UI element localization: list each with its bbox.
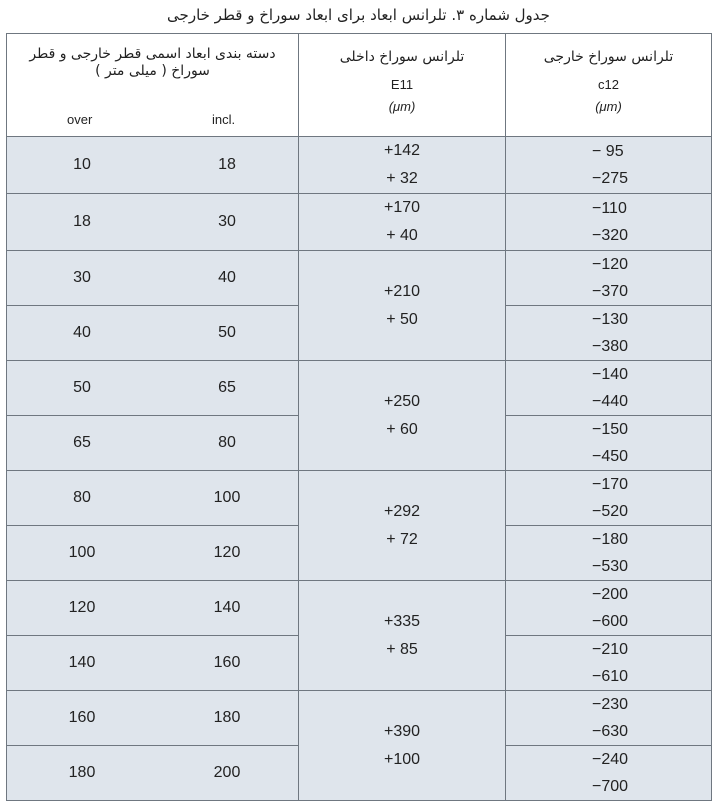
incl-value: 40: [218, 269, 236, 286]
e11-lower: + 50: [386, 310, 418, 328]
table-row: [7, 137, 712, 194]
e11-lower: + 32: [386, 170, 418, 187]
over-value: 40: [73, 324, 91, 341]
size-cell: [7, 526, 299, 581]
hole-tolerance-title: تلرانس سوراخ داخلی: [339, 49, 465, 65]
c12-upper: − 95: [592, 143, 624, 160]
incl-value: 80: [218, 434, 236, 451]
over-value: 10: [73, 156, 91, 173]
e11-lower: + 85: [386, 640, 418, 658]
e11-lower: + 60: [386, 420, 418, 438]
size-cell: [7, 581, 299, 636]
c12-lower: −700: [592, 778, 629, 795]
e11-cell: [299, 137, 506, 194]
table-row: [7, 581, 712, 636]
c12-upper: −240: [592, 751, 629, 768]
hole-tolerance-unit: (μm): [388, 99, 416, 114]
c12-upper: −210: [592, 641, 629, 658]
size-cell: [7, 636, 299, 691]
over-value: 18: [73, 213, 91, 230]
e11-upper: +390: [383, 722, 421, 740]
c12-cell: [506, 691, 712, 746]
c12-upper: −110: [592, 200, 627, 217]
header-shaft-cell: [506, 34, 712, 137]
over-value: 180: [68, 764, 96, 781]
c12-lower: −610: [592, 668, 629, 685]
c12-lower: −600: [592, 613, 629, 630]
size-cell: [7, 691, 299, 746]
c12-lower: −380: [592, 338, 629, 355]
size-header-title: دسته بندی ابعاد اسمی قطر خارجی و قطر سوراخ ( میلی متر ): [29, 46, 276, 79]
e11-cell: [299, 251, 506, 361]
e11-cell: [299, 581, 506, 691]
over-value: 80: [73, 489, 91, 506]
incl-value: 200: [213, 764, 241, 781]
e11-upper: +335: [383, 612, 421, 630]
c12-upper: −120: [592, 256, 629, 273]
over-value: 30: [73, 269, 91, 286]
c12-lower: −320: [592, 227, 629, 244]
incl-value: 100: [213, 489, 241, 506]
c12-cell: [506, 471, 712, 526]
incl-value: 140: [213, 599, 241, 616]
e11-cell: [299, 471, 506, 581]
incl-value: 120: [213, 544, 241, 561]
over-value: 140: [68, 654, 96, 671]
size-cell: [7, 137, 299, 194]
c12-upper: −170: [592, 476, 629, 493]
size-cell: [7, 194, 299, 251]
c12-cell: [506, 581, 712, 636]
incl-value: 65: [218, 379, 236, 396]
size-cell: [7, 306, 299, 361]
size-cell: [7, 361, 299, 416]
incl-label: incl.: [212, 112, 236, 127]
table-row: [7, 361, 712, 416]
e11-upper: +292: [383, 502, 421, 520]
c12-cell: [506, 194, 712, 251]
hole-tolerance-code: E11: [390, 77, 414, 92]
c12-upper: −200: [592, 586, 629, 603]
table-row: [7, 194, 712, 251]
incl-value: 160: [213, 654, 241, 671]
c12-cell: [506, 306, 712, 361]
e11-upper: +210: [383, 282, 421, 300]
size-cell: [7, 471, 299, 526]
c12-lower: −440: [592, 393, 629, 410]
header-row: [7, 34, 712, 137]
over-value: 65: [73, 434, 91, 451]
c12-lower: −275: [592, 170, 629, 187]
incl-value: 50: [218, 324, 236, 341]
e11-lower: + 40: [386, 227, 418, 244]
shaft-tolerance-code: c12: [598, 77, 619, 92]
over-value: 50: [73, 379, 91, 396]
e11-lower: + 72: [386, 530, 418, 548]
e11-upper: +170: [383, 199, 421, 216]
tolerance-table: [6, 33, 712, 801]
table-row: [7, 251, 712, 306]
e11-lower: +100: [383, 750, 421, 768]
c12-upper: −130: [592, 311, 629, 328]
c12-lower: −370: [592, 283, 629, 300]
header-size-cell: [7, 34, 299, 137]
c12-lower: −450: [592, 448, 629, 465]
c12-cell: [506, 361, 712, 416]
incl-value: 18: [218, 156, 236, 173]
incl-value: 180: [213, 709, 241, 726]
size-cell: [7, 746, 299, 801]
over-value: 100: [68, 544, 96, 561]
c12-cell: [506, 526, 712, 581]
c12-lower: −530: [592, 558, 629, 575]
c12-cell: [506, 746, 712, 801]
over-label: over: [67, 112, 93, 127]
table-row: [7, 691, 712, 746]
shaft-tolerance-title: تلرانس سوراخ خارجی: [543, 49, 674, 65]
c12-lower: −520: [592, 503, 629, 520]
c12-cell: [506, 137, 712, 194]
size-cell: [7, 416, 299, 471]
table-row: [7, 471, 712, 526]
e11-cell: [299, 691, 506, 801]
c12-cell: [506, 636, 712, 691]
c12-upper: −140: [592, 366, 629, 383]
c12-cell: [506, 416, 712, 471]
e11-cell: [299, 361, 506, 471]
incl-value: 30: [218, 213, 236, 230]
c12-upper: −180: [592, 531, 629, 548]
c12-lower: −630: [592, 723, 629, 740]
header-hole-cell: [299, 34, 506, 137]
over-value: 120: [68, 599, 96, 616]
table-caption: جدول شماره ۳. تلرانس ابعاد برای ابعاد سوراخ و قطر خارجی: [167, 6, 550, 24]
c12-cell: [506, 251, 712, 306]
shaft-tolerance-unit: (μm): [595, 99, 622, 114]
e11-cell: [299, 194, 506, 251]
size-cell: [7, 251, 299, 306]
e11-upper: +250: [383, 392, 421, 410]
c12-upper: −230: [592, 696, 629, 713]
e11-upper: +142: [383, 142, 421, 159]
over-value: 160: [68, 709, 96, 726]
c12-upper: −150: [592, 421, 629, 438]
